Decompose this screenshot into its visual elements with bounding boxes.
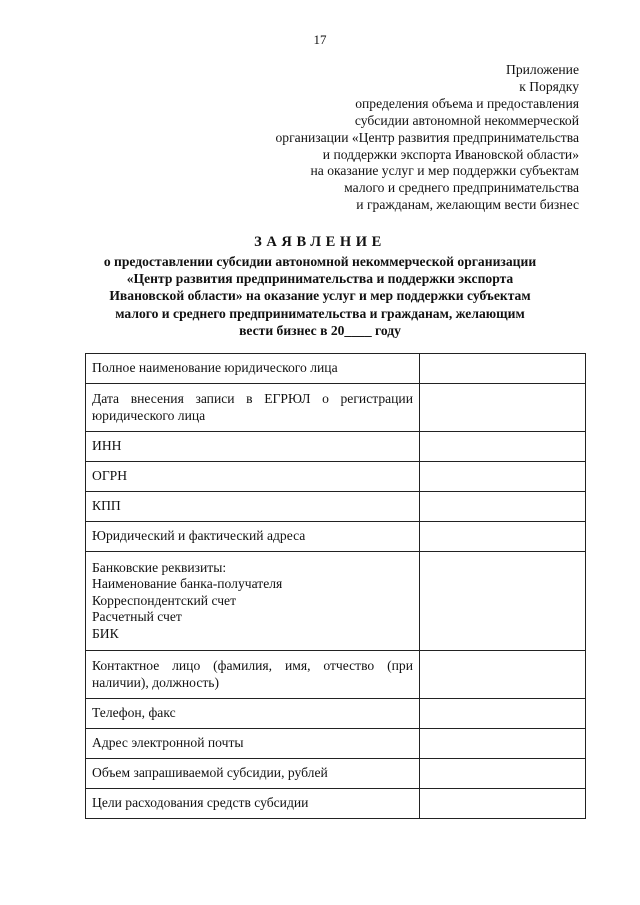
form-row-subsidy-purpose <box>86 789 586 819</box>
form-label: Телефон, факс <box>86 699 420 729</box>
form-row-ogrn <box>86 462 586 492</box>
page-number: 17 <box>313 32 327 47</box>
form-label-line: БИК <box>92 625 119 641</box>
form-value-cell[interactable] <box>420 699 586 729</box>
form-label: ОГРН <box>86 462 420 492</box>
form-label: Юридический и фактический адреса <box>86 522 420 552</box>
form-label-line: Расчетный счет <box>92 609 182 625</box>
form-row-kpp <box>86 492 586 522</box>
form-value-cell[interactable] <box>420 492 586 522</box>
subtitle-line: о предоставлении субсидии автономной некоммерческой организации <box>103 254 537 269</box>
form-row-phone-fax <box>86 699 586 729</box>
form-label-line: Корреспондентский счет <box>92 592 237 608</box>
document-title: ЗАЯВЛЕНИЕ <box>254 234 386 250</box>
document-subtitle <box>60 253 580 339</box>
appendix-line: определения объема и предоставления <box>355 95 579 111</box>
appendix-line: к Порядку <box>519 78 579 94</box>
form-row-bank-details <box>86 552 586 651</box>
subtitle-line: малого и среднего предпринимательства и гражданам, желающим <box>115 305 525 321</box>
form-row-addresses <box>86 522 586 552</box>
form-label: Контактное лицо (фамилия, имя, отчество (при наличии), должность) <box>86 651 420 699</box>
form-value-cell[interactable] <box>420 462 586 492</box>
form-label: ИНН <box>86 432 420 462</box>
form-row-inn <box>86 432 586 462</box>
form-value-cell[interactable] <box>420 384 586 432</box>
subtitle-line: вести бизнес в 20____ году <box>239 322 401 338</box>
subtitle-line: «Центр развития предпринимательства и поддержки экспорта <box>126 271 514 287</box>
form-row-email <box>86 729 586 759</box>
appendix-header <box>139 62 579 214</box>
form-value-cell[interactable] <box>420 729 586 759</box>
subtitle-line: Ивановской области» на оказание услуг и мер поддержки субъектам <box>109 288 531 304</box>
form-value-cell[interactable] <box>420 759 586 789</box>
form-value-cell[interactable] <box>420 432 586 462</box>
form-label: Цели расходования средств субсидии <box>86 789 420 819</box>
appendix-line: Приложение <box>506 62 579 77</box>
form-row-subsidy-amount <box>86 759 586 789</box>
form-label: Полное наименование юридического лица <box>86 354 420 384</box>
appendix-line: и поддержки экспорта Ивановской области» <box>322 146 579 162</box>
appendix-line: на оказание услуг и мер поддержки субъектам <box>310 163 579 179</box>
form-label-line: Наименование банка-получателя <box>92 576 283 592</box>
form-value-cell[interactable] <box>420 789 586 819</box>
form-label: Адрес электронной почты <box>86 729 420 759</box>
form-value-cell[interactable] <box>420 552 586 651</box>
form-value-cell[interactable] <box>420 354 586 384</box>
appendix-line: субсидии автономной некоммерческой <box>354 112 579 128</box>
form-value-cell[interactable] <box>420 651 586 699</box>
form-label: Дата внесения записи в ЕГРЮЛ о регистрации юридического лица <box>86 384 420 432</box>
form-value-cell[interactable] <box>420 522 586 552</box>
form-row-full-name <box>86 354 586 384</box>
application-form-table <box>85 353 586 819</box>
appendix-line: малого и среднего предпринимательства <box>344 180 579 196</box>
appendix-line: и гражданам, желающим вести бизнес <box>356 197 579 213</box>
form-row-egrul-date <box>86 384 586 432</box>
form-label: Объем запрашиваемой субсидии, рублей <box>86 759 420 789</box>
form-label-line: Банковские реквизиты: <box>92 559 227 575</box>
form-label-bank <box>86 552 420 651</box>
form-label: КПП <box>86 492 420 522</box>
appendix-line: организации «Центр развития предпринимательства <box>275 129 579 145</box>
form-row-contact-person <box>86 651 586 699</box>
